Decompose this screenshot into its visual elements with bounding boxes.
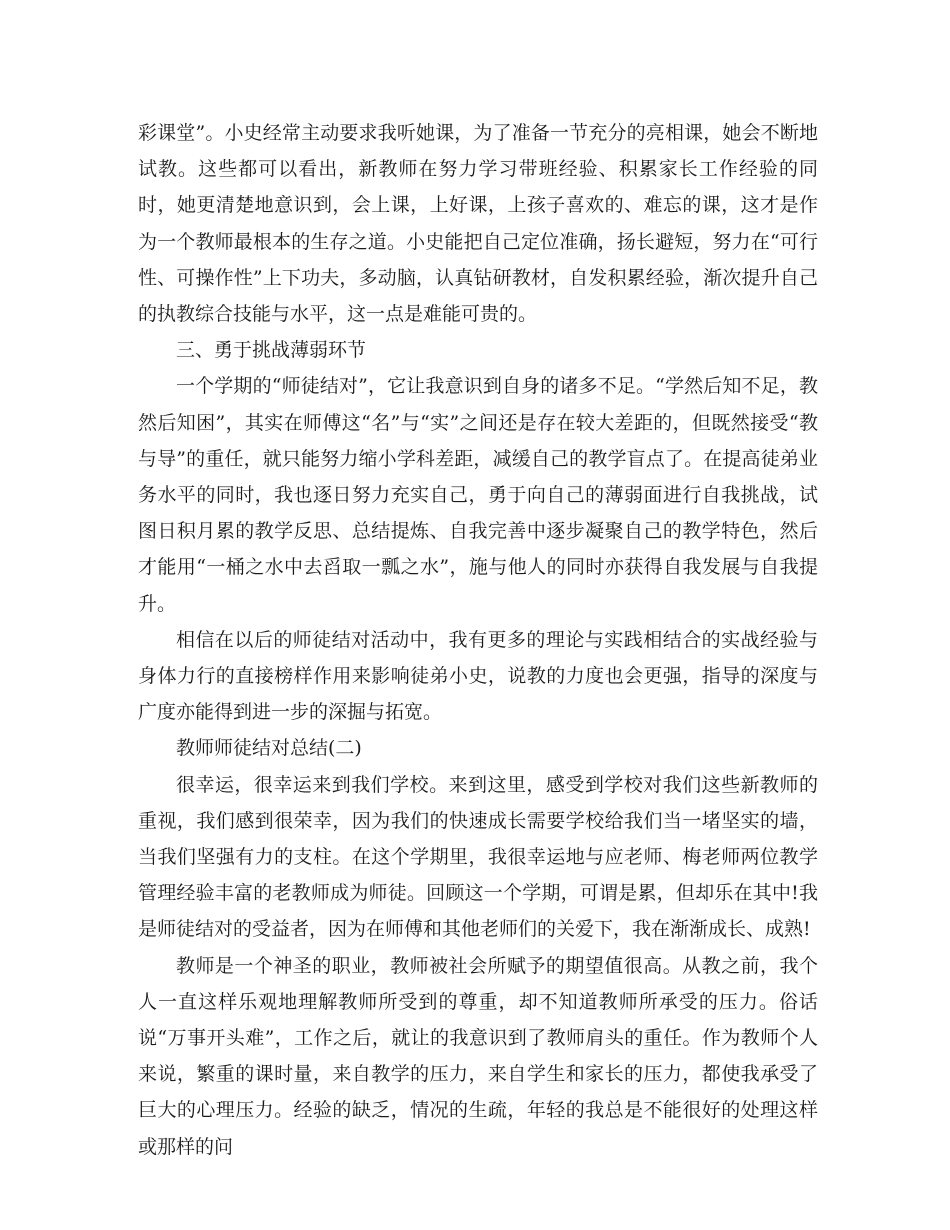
paragraph-body: 一个学期的“师徒结对”，它让我意识到自身的诸多不足。“学然后知不足，教然后知困”，其实在师傅这“名”与“实”之间还是存在较大差距的，但既然接受“教与导”的重任，就只能努力缩小学科差距，减缓自己的教学盲点了。在提高徒弟业务水平的同时，我也逐日努力充实自己，勇于向自己的薄弱面进行自我挑战，试图日积月累的教学反思、总结提炼、自我完善中逐步凝聚自己的教学特色，然后才能用“一桶之水中去舀取一瓢之水”，施与他人的同时亦获得自我发展与自我提升。 bbox=[138, 375, 818, 615]
section-heading-weak-links: 三、勇于挑战薄弱环节 bbox=[176, 339, 367, 362]
section-heading-summary-two: 教师师徒结对总结(二) bbox=[176, 737, 362, 760]
document-body bbox=[138, 115, 818, 1165]
paragraph-body: 教师是一个神圣的职业，教师被社会所赋予的期望值很高。从教之前，我个人一直这样乐观地理解教师所受到的尊重，却不知道教师所承受的压力。俗话说“万事开头难”，工作之后，就让的我意识到了教师肩头的重任。作为教师个人来说，繁重的课时量，来自教学的压力，来自学生和家长的压力，都使我承受了巨大的心理压力。经验的缺乏，情况的生疏，年轻的我总是不能很好的处理这样或那样的问 bbox=[138, 954, 818, 1158]
paragraph-continuation: 彩课堂”。小史经常主动要求我听她课，为了准备一节充分的亮相课，她会不断地试教。这些都可以看出，新教师在努力学习带班经验、积累家长工作经验的同时，她更清楚地意识到，会上课，上好课，上孩子喜欢的、难忘的课，这才是作为一个教师最根本的生存之道。小史能把自己定位准确，扬长避短，努力在“可行性、可操作性”上下功夫，多动脑，认真钻研教材，自发积累经验，渐次提升自己的执教综合技能与水平，这一点是难能可贵的。 bbox=[138, 122, 818, 326]
paragraph-body: 相信在以后的师徒结对活动中，我有更多的理论与实践相结合的实战经验与身体力行的直接榜样作用来影响徒弟小史，说教的力度也会更强，指导的深度与广度亦能得到进一步的深掘与拓宽。 bbox=[138, 628, 818, 724]
paragraph-body: 很幸运，很幸运来到我们学校。来到这里，感受到学校对我们这些新教师的重视，我们感到很荣幸，因为我们的快速成长需要学校给我们当一堵坚实的墙，当我们坚强有力的支柱。在这个学期里，我很幸运地与应老师、梅老师两位教学管理经验丰富的老教师成为师徒。回顾这一个学期，可谓是累，但却乐在其中!我是师徒结对的受益者，因为在师傅和其他老师们的关爱下，我在渐渐成长、成熟! bbox=[138, 773, 818, 941]
